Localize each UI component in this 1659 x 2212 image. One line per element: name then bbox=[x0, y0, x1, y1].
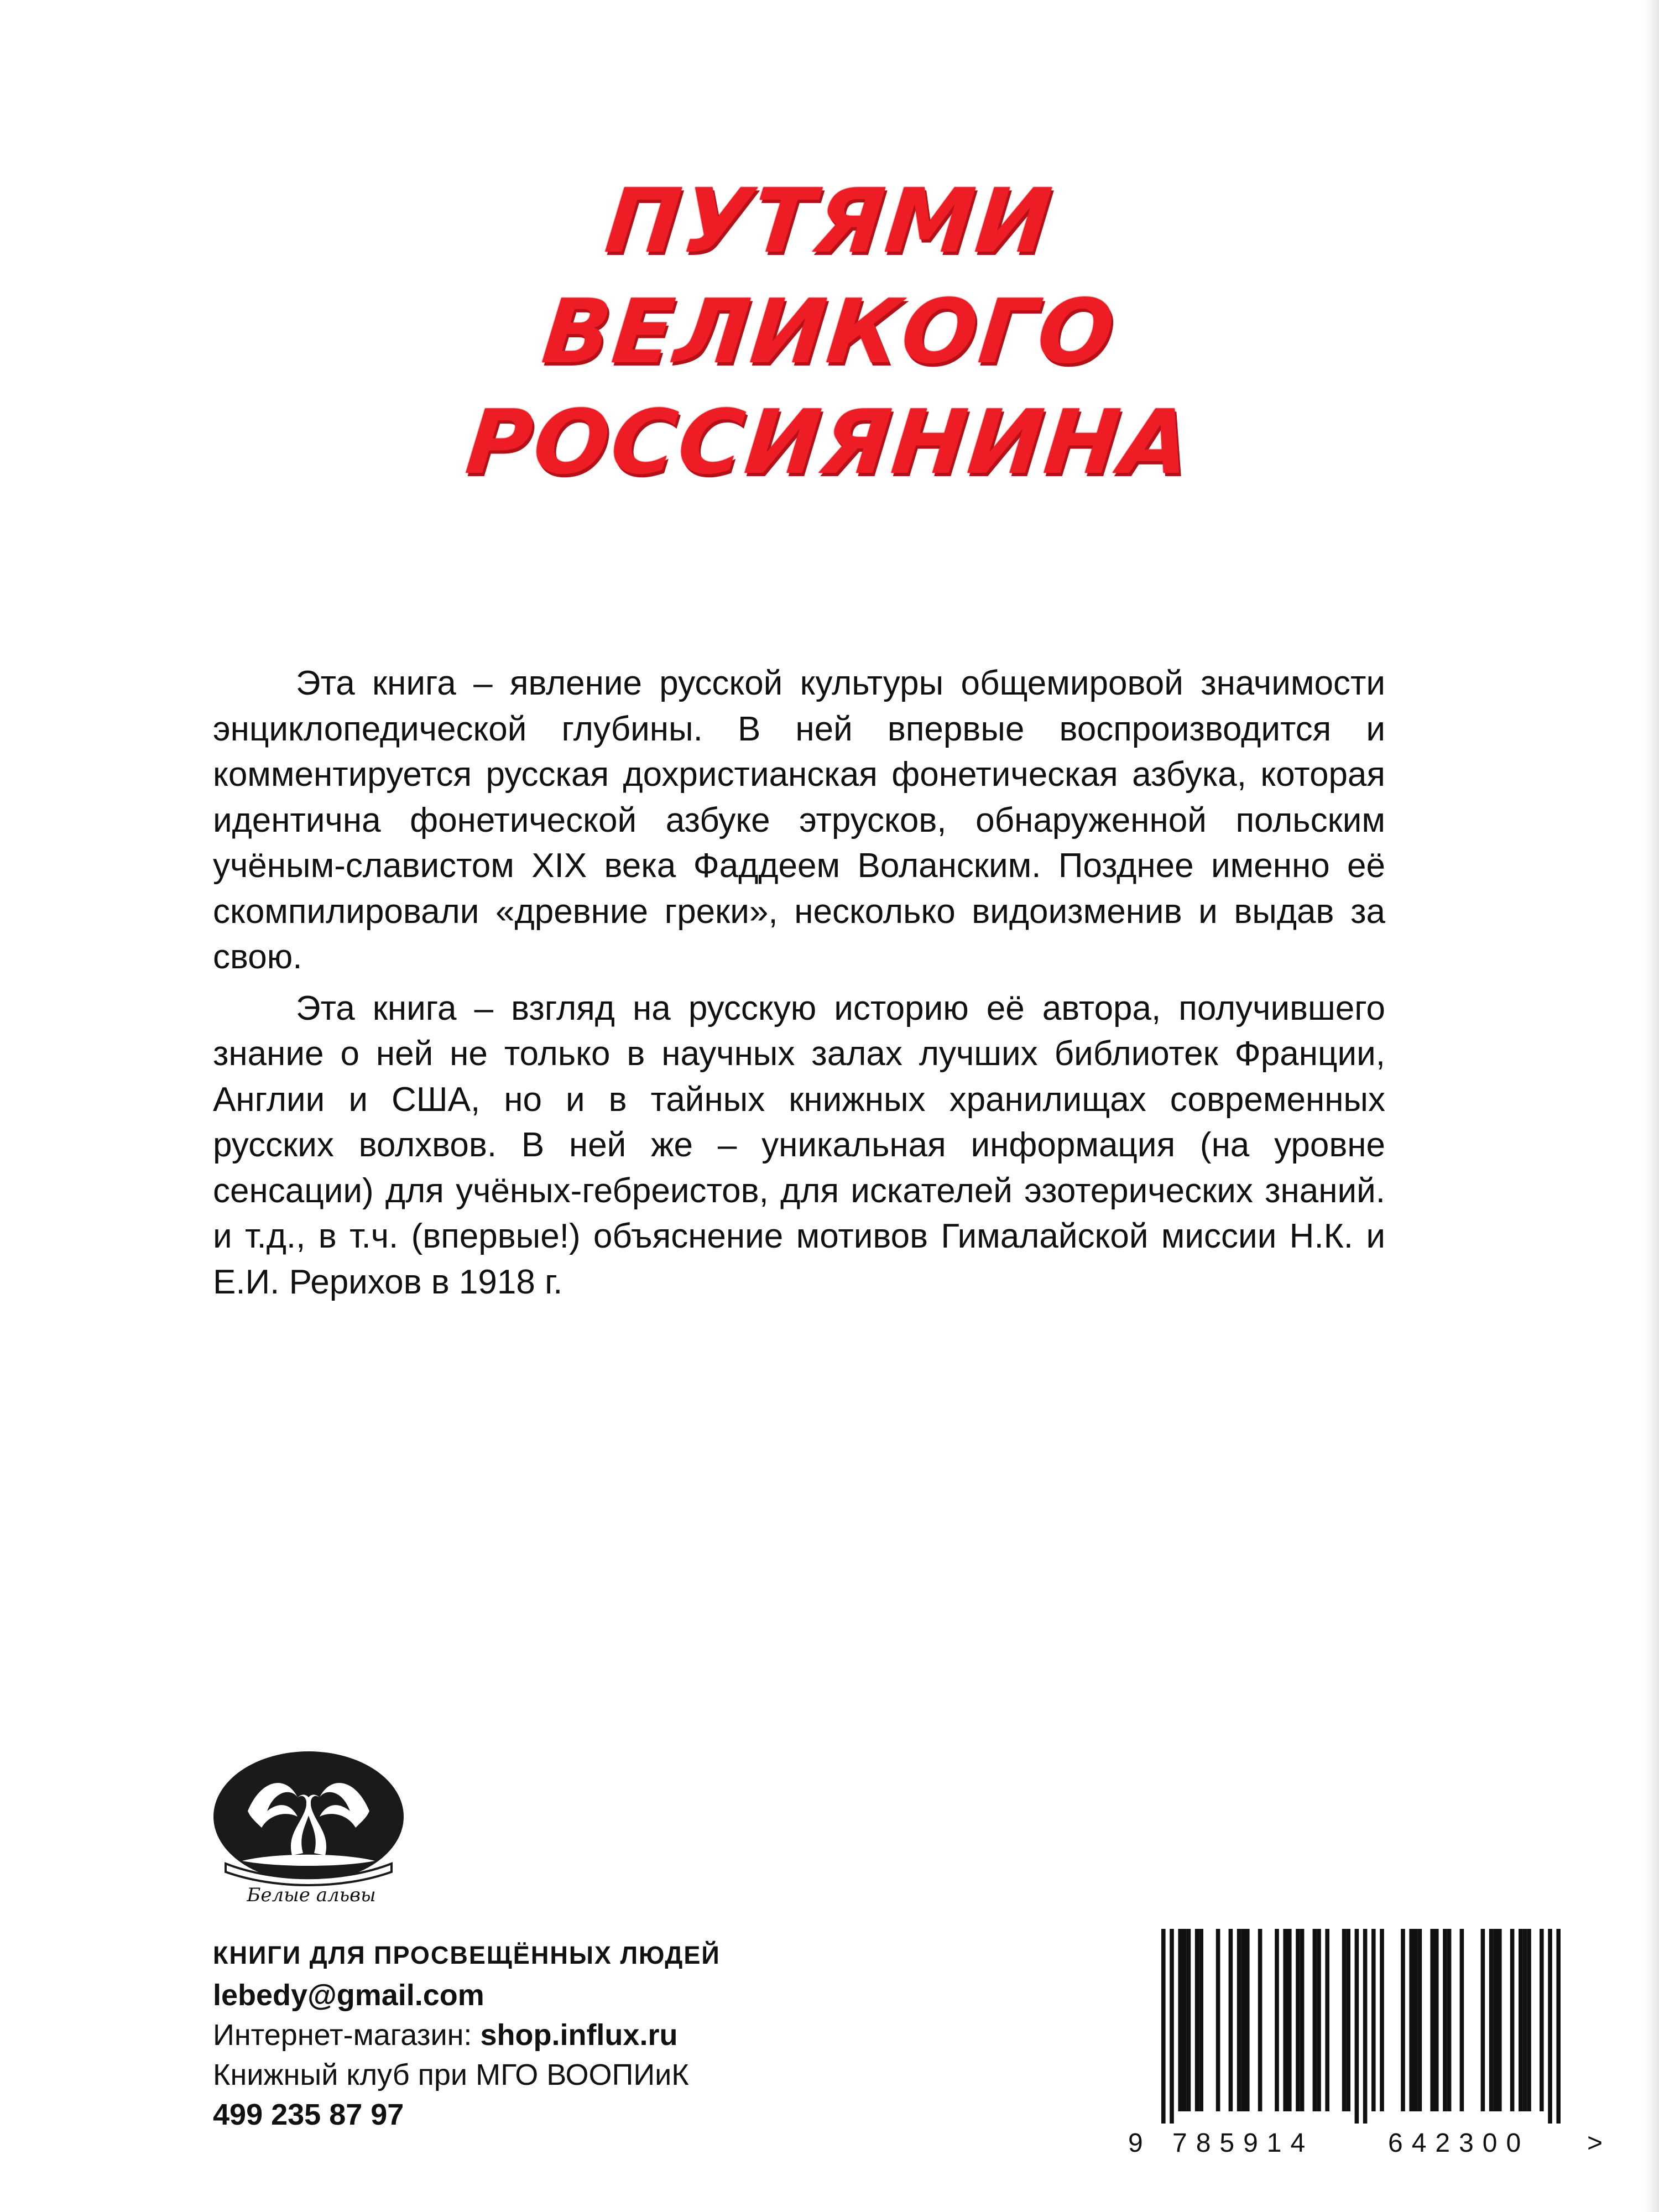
barcode-bar bbox=[1527, 1929, 1531, 2111]
barcode-bar bbox=[1371, 1929, 1376, 2111]
barcode-bar bbox=[1548, 1929, 1552, 2124]
publisher-contacts bbox=[213, 1936, 1153, 2135]
shop-row bbox=[213, 2015, 1153, 2055]
barcode-bar bbox=[1216, 1929, 1220, 2111]
description-paragraph-1: Эта книга – явление русской культуры общемировой значимости энциклопедической глубины. В ней впервые воспроизводится и комментируется русская дохристианская фонетическая азбука, которая идентична фонетической азбуке этрусков, обнаруженной польским учёным-славистом XIX века Фаддеем Воланским. Позднее именно её скомпилировали «древние греки», несколько видоизменив и выдав за свою. bbox=[213, 664, 1385, 976]
barcode-bar bbox=[1418, 1929, 1422, 2111]
isbn-quiet-zone-marker: > bbox=[1587, 2128, 1603, 2158]
barcode-bar bbox=[1182, 1929, 1187, 2111]
barcode-bar bbox=[1275, 1929, 1279, 2111]
barcode-bar bbox=[1519, 1929, 1523, 2111]
barcode-bar bbox=[1313, 1929, 1317, 2111]
isbn-digit-group-1: 785914 bbox=[1172, 2128, 1314, 2158]
barcode-bar bbox=[1296, 1929, 1300, 2111]
barcode-bar bbox=[1317, 1929, 1321, 2111]
book-description bbox=[213, 661, 1385, 1311]
isbn-digit-lead: 9 bbox=[1128, 2128, 1143, 2158]
isbn-barcode bbox=[1128, 1929, 1609, 2124]
barcode-bar bbox=[1229, 1929, 1233, 2111]
barcode-bar bbox=[1161, 1929, 1166, 2124]
publisher-logo bbox=[209, 1745, 408, 1911]
barcode-bar bbox=[1245, 1929, 1250, 2111]
barcode-bar bbox=[1346, 1929, 1350, 2111]
barcode-bar bbox=[1556, 1929, 1561, 2124]
barcode-bar bbox=[1510, 1929, 1515, 2111]
barcode-bar bbox=[1170, 1929, 1174, 2124]
barcode-bar bbox=[1241, 1929, 1245, 2111]
barcode-bar bbox=[1447, 1929, 1452, 2111]
barcode-bar bbox=[1342, 1929, 1347, 2111]
barcode-bars bbox=[1128, 1929, 1609, 2124]
book-club: Книжный клуб при МГО ВООПИиК bbox=[213, 2058, 689, 2091]
barcode-bar bbox=[1460, 1929, 1464, 2111]
barcode-bar bbox=[1287, 1929, 1292, 2111]
barcode-bar bbox=[1481, 1929, 1485, 2111]
barcode-bar bbox=[1363, 1929, 1368, 2124]
isbn-digit-group-2: 642300 bbox=[1388, 2128, 1530, 2158]
description-paragraph-2: Эта книга – взгляд на русскую историю её автора, получившего знание о ней не только в научных залах лучших библиотек Франции, Англии и США, но и в тайных книжных хранилищах современных русских волхвов. В ней же – уникальная информация (на уровне сенсации) для учёных-гебреистов, для искателей эзотерических знаний. и т.д., в т.ч. (впервые!) объяснение мотивов Гималайской миссии Н.К. и Е.И. Рерихов в 1918 г. bbox=[213, 989, 1385, 1301]
shop-label: Интернет-магазин: bbox=[213, 2018, 472, 2052]
barcode-bar bbox=[1283, 1929, 1287, 2111]
title-line-3: РОССИЯНИНА bbox=[461, 390, 1198, 494]
publisher-phone: 499 235 87 97 bbox=[213, 2098, 404, 2131]
barcode-bar bbox=[1540, 1929, 1544, 2111]
barcode-bar bbox=[1434, 1929, 1439, 2111]
barcode-bar bbox=[1355, 1929, 1359, 2124]
barcode-bar bbox=[1237, 1929, 1241, 2111]
title-line-2: ВЕЛИКОГО bbox=[538, 280, 1121, 383]
barcode-bar bbox=[1258, 1929, 1262, 2111]
barcode-bar bbox=[1413, 1929, 1418, 2111]
barcode-bar bbox=[1493, 1929, 1498, 2111]
barcode-bar bbox=[1380, 1929, 1384, 2111]
barcode-bar bbox=[1300, 1929, 1305, 2111]
barcode-bar bbox=[1195, 1929, 1199, 2111]
barcode-bar bbox=[1409, 1929, 1413, 2111]
publisher-tagline: КНИГИ ДЛЯ ПРОСВЕЩЁННЫХ ЛЮДЕЙ bbox=[213, 1941, 721, 1969]
barcode-bar bbox=[1325, 1929, 1329, 2111]
barcode-bar bbox=[1178, 1929, 1182, 2111]
barcode-bar bbox=[1187, 1929, 1191, 2111]
barcode-bar bbox=[1199, 1929, 1203, 2111]
title-line-1: ПУТЯМИ bbox=[601, 169, 1058, 273]
barcode-bar bbox=[1430, 1929, 1434, 2111]
barcode-bar bbox=[1401, 1929, 1405, 2111]
barcode-bar bbox=[1489, 1929, 1494, 2111]
isbn-digits bbox=[1128, 2128, 1609, 2167]
publisher-email[interactable]: lebedy@gmail.com bbox=[213, 1979, 484, 2012]
shop-link[interactable]: shop.influx.ru bbox=[480, 2018, 678, 2052]
book-title bbox=[0, 166, 1659, 498]
barcode-bar bbox=[1498, 1929, 1502, 2111]
barcode-bar bbox=[1443, 1929, 1447, 2111]
barcode-bar bbox=[1523, 1929, 1527, 2111]
logo-caption: Белые альвы bbox=[247, 1884, 376, 1906]
